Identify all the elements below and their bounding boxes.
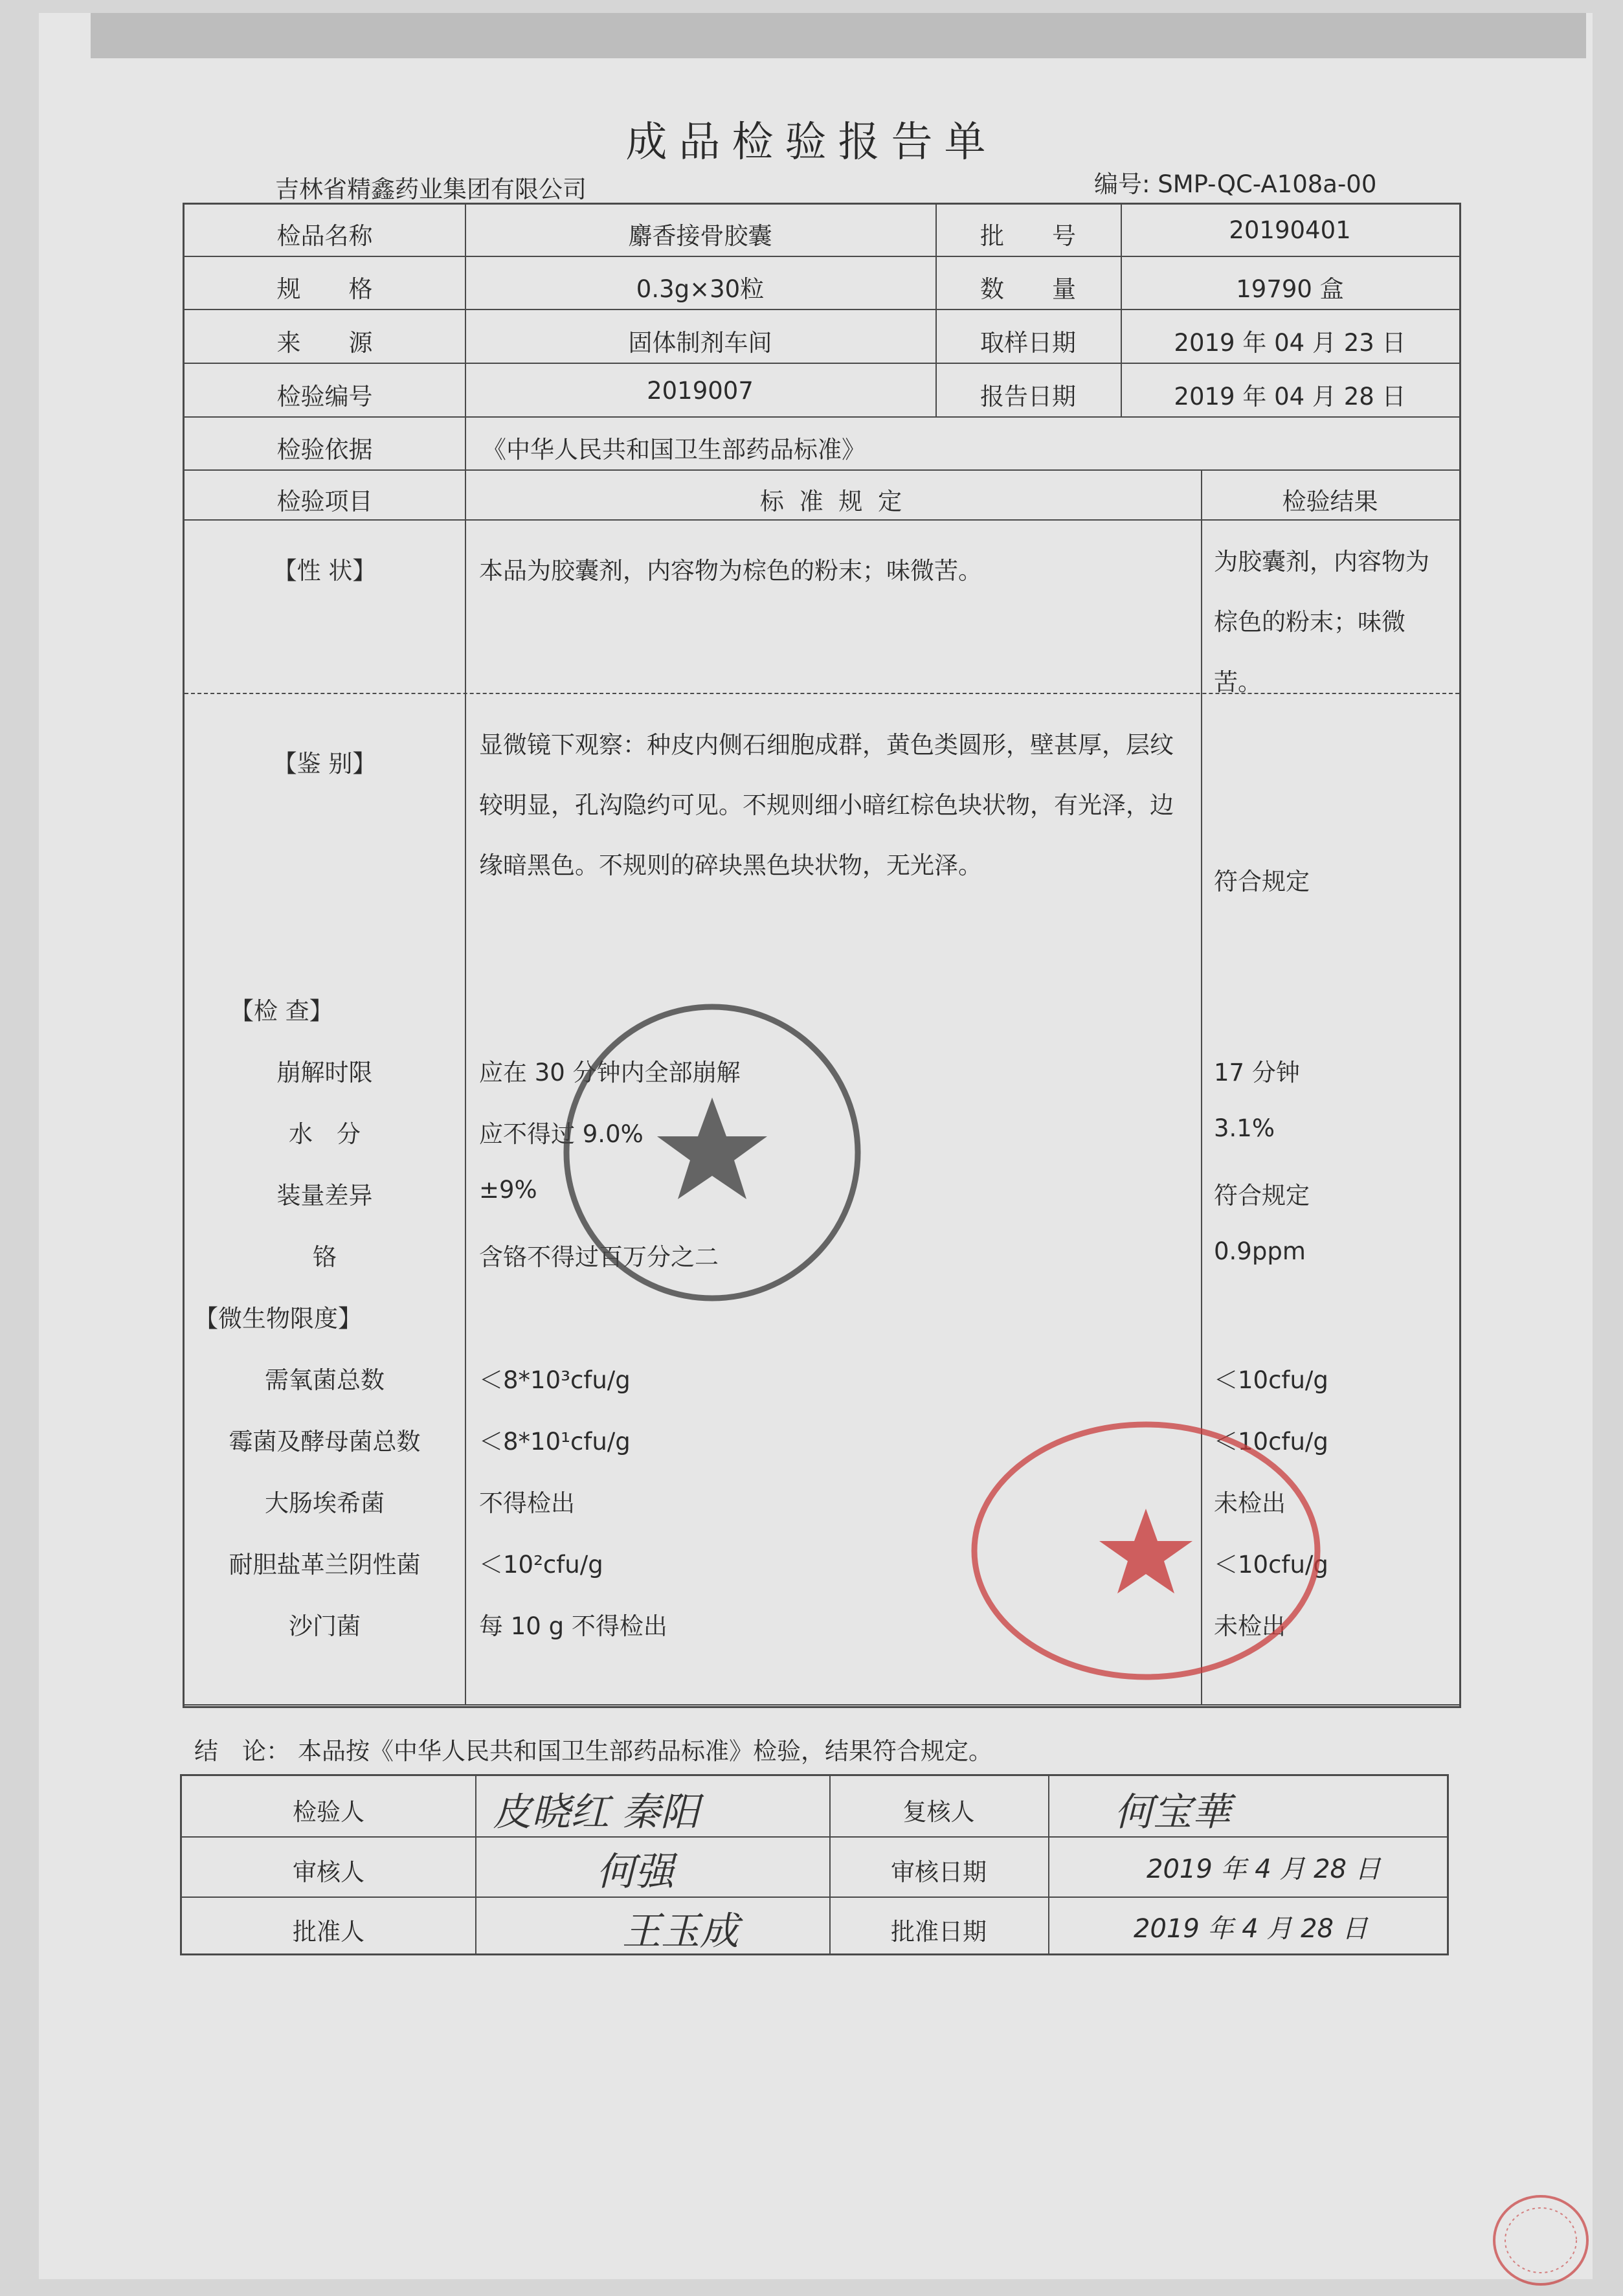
report-date: 2019 年 04 月 28 日 <box>1174 383 1406 411</box>
inspection-standard: 含铬不得过百万分之二 <box>479 1243 719 1271</box>
sampling-date-label: 取样日期 <box>980 329 1076 357</box>
identification-label: 【鉴 别】 <box>273 750 377 778</box>
report-title: 成品检验报告单 <box>625 118 998 166</box>
identification-standard: 显微镜下观察：种皮内侧石细胞成群，黄色类圆形，壁甚厚，层纹较明显，孔沟隐约可见。不规则细小暗红棕色块状物，有光泽，边缘暗黑色。不规则的碎块黑色块状物，无光泽。 <box>479 731 1174 879</box>
inspection-result: 17 分钟 <box>1214 1059 1300 1086</box>
batch-label: 批 号 <box>980 222 1076 250</box>
auditor-signature: 何强 <box>596 1849 674 1895</box>
inspection-label: 【检 查】 <box>230 997 333 1025</box>
approver-signature: 王玉成 <box>622 1909 739 1954</box>
inspection-standard: 应不得过 9.0% <box>479 1120 644 1148</box>
basis-label: 检验依据 <box>276 436 373 464</box>
micro-result: 未检出 <box>1214 1489 1286 1517</box>
inspection-item: 铬 <box>313 1243 337 1271</box>
source: 固体制剂车间 <box>628 329 772 357</box>
company-name: 吉林省精鑫药业集团有限公司 <box>275 175 587 203</box>
conclusion-label: 结 论： <box>194 1737 290 1765</box>
micro-item: 霉菌及酵母菌总数 <box>229 1428 421 1456</box>
copy-seal-stamp <box>965 1415 1327 1687</box>
quantity: 19790 盒 <box>1236 275 1344 303</box>
reviewer-signature: 何宝華 <box>1114 1790 1231 1835</box>
reviewer-label: 复核人 <box>902 1798 975 1826</box>
inspection-result: 0.9ppm <box>1214 1237 1306 1265</box>
batch-number: 20190401 <box>1229 216 1351 244</box>
inspection-result: 符合规定 <box>1214 1182 1310 1210</box>
header-item: 检验项目 <box>276 488 373 515</box>
source-label: 来 源 <box>276 329 373 357</box>
auditor-label: 审核人 <box>293 1858 364 1886</box>
micro-standard: 每 10 g 不得检出 <box>479 1612 667 1640</box>
micro-result: 未检出 <box>1214 1612 1286 1640</box>
approve-date: 2019 年 4 月 28 日 <box>1134 1914 1368 1944</box>
approver-label: 批准人 <box>293 1918 364 1946</box>
inspector-label: 检验人 <box>293 1798 364 1826</box>
micro-standard: 不得检出 <box>479 1489 575 1517</box>
micro-item: 需氧菌总数 <box>265 1366 385 1394</box>
micro-standard: ＜8*10¹cfu/g <box>479 1428 631 1456</box>
micro-item: 耐胆盐革兰阴性菌 <box>229 1551 421 1579</box>
header-result: 检验结果 <box>1282 488 1378 515</box>
micro-result: ＜10cfu/g <box>1214 1551 1328 1579</box>
identification-result: 符合规定 <box>1214 868 1310 895</box>
inspection-item: 崩解时限 <box>276 1059 373 1086</box>
test-no: 2019007 <box>647 377 754 405</box>
inspection-standard: 应在 30 分钟内全部崩解 <box>479 1059 741 1086</box>
signoff-table <box>180 1774 1449 1955</box>
document-number: 编号: SMP-QC-A108a-00 <box>1094 170 1377 198</box>
micro-result: ＜10cfu/g <box>1214 1366 1328 1394</box>
corner-seal-stamp <box>1489 2192 1593 2289</box>
audit-date-label: 审核日期 <box>891 1858 987 1886</box>
basis: 《中华人民共和国卫生部药品标准》 <box>482 436 866 464</box>
approve-date-label: 批准日期 <box>891 1918 987 1946</box>
inspection-standard: ±9% <box>479 1176 537 1204</box>
scan-shadow <box>91 13 1586 58</box>
micro-label: 【微生物限度】 <box>194 1305 362 1333</box>
character-label: 【性 状】 <box>273 557 377 585</box>
sampling-date: 2019 年 04 月 23 日 <box>1174 329 1406 357</box>
audit-date: 2019 年 4 月 28 日 <box>1147 1854 1381 1884</box>
spec-label: 规 格 <box>276 275 373 303</box>
micro-standard: ＜10²cfu/g <box>479 1551 603 1579</box>
test-no-label: 检验编号 <box>276 383 373 411</box>
quantity-label: 数 量 <box>980 275 1076 303</box>
character-result: 为胶囊剂，内容物为棕色的粉末；味微苦。 <box>1214 548 1429 696</box>
spec: 0.3g×30粒 <box>636 275 765 303</box>
inspection-item: 水 分 <box>289 1120 361 1148</box>
micro-item: 大肠埃希菌 <box>265 1489 385 1517</box>
header-standard: 标 准 规 定 <box>759 488 906 515</box>
product-name-label: 检品名称 <box>276 222 373 250</box>
character-standard: 本品为胶囊剂，内容物为棕色的粉末；味微苦。 <box>479 557 982 585</box>
inspection-result: 3.1% <box>1214 1114 1275 1142</box>
qc-seal-stamp <box>557 997 867 1308</box>
micro-item: 沙门菌 <box>289 1612 361 1640</box>
inspection-item: 装量差异 <box>276 1182 373 1210</box>
conclusion-text: 本品按《中华人民共和国卫生部药品标准》检验，结果符合规定。 <box>298 1737 992 1765</box>
micro-result: ＜10cfu/g <box>1214 1428 1328 1456</box>
inspector-signature: 皮晓红 秦阳 <box>493 1790 700 1835</box>
product-name: 麝香接骨胶囊 <box>628 222 772 250</box>
micro-standard: ＜8*10³cfu/g <box>479 1366 631 1394</box>
report-date-label: 报告日期 <box>980 383 1076 411</box>
